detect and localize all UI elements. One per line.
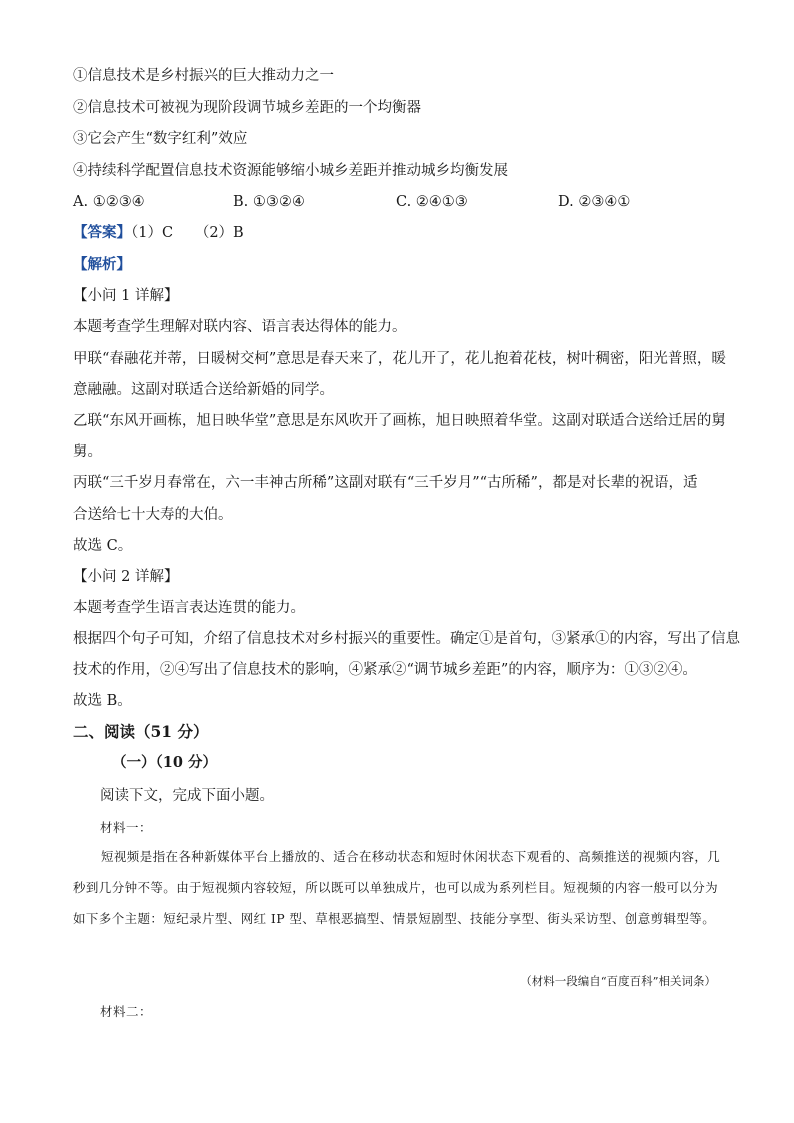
q2-body-line-2: 技术的作用，②④写出了信息技术的影响，④紧承②“调节城乡差距”的内容，顺序为：①③②④。 <box>73 662 697 678</box>
sentence-3: ③它会产生“数字红利”效应 <box>73 131 248 147</box>
q2-conclusion: 故选 B。 <box>73 693 132 709</box>
q1-jia-line-2: 意融融。这副对联适合送给新婚的同学。 <box>73 382 334 398</box>
answer-text: （1）C （2）B <box>131 225 244 241</box>
sentence-4: ④持续科学配置信息技术资源能够缩小城乡差距并推动城乡均衡发展 <box>73 163 508 179</box>
q1-jia-line-1: 甲联“春融花并蒂，日暖树交柯”意思是春天来了，花儿开了，花儿抱着花枝，树叶稠密，阳光普照，暖 <box>73 351 726 367</box>
material1-label: 材料一： <box>100 820 153 835</box>
q1-heading: 【小问 1 详解】 <box>73 288 179 304</box>
q2-heading: 【小问 2 详解】 <box>73 569 179 585</box>
option-d: D. ②③④① <box>558 194 631 210</box>
q2-body-line-1: 根据四个句子可知，介绍了信息技术对乡村振兴的重要性。确定①是首句，③紧承①的内容，写出了信息 <box>73 631 740 647</box>
q1-intro: 本题考查学生理解对联内容、语言表达得体的能力。 <box>73 319 407 335</box>
answer-line <box>73 223 244 243</box>
subsection-title: （一）（10 分） <box>112 754 217 771</box>
q2-intro: 本题考查学生语言表达连贯的能力。 <box>73 600 305 616</box>
option-b: B. ①③②④ <box>233 194 305 210</box>
sentence-2: ②信息技术可被视为现阶段调节城乡差距的一个均衡器 <box>73 100 421 116</box>
q1-bing-line-2: 合送给七十大寿的大伯。 <box>73 507 233 523</box>
section-title: 二、阅读（51 分） <box>73 722 209 741</box>
q1-yi-line-2: 舅。 <box>73 444 102 460</box>
analysis-tag: 【解析】 <box>73 256 131 273</box>
option-c: C. ②④①③ <box>396 194 468 210</box>
q1-conclusion: 故选 C。 <box>73 538 133 554</box>
answer-tag: 【答案】 <box>73 224 131 241</box>
q1-bing-line-1: 丙联“三千岁月春常在，六一丰神古所稀”这副对联有“三千岁月”“古所稀”，都是对长辈的祝语，适 <box>73 475 698 491</box>
material1-text: 短视频是指在各种新媒体平台上播放的、适合在移动状态和短时休闲状态下观看的、高频推送的视频内容，几秒到几分钟不等。由于短视频内容较短，所以既可以单独成片，也可以成为系列栏目。短视频的内容一般可以分为如下多个主题：短纪录片型、网红 IP 型、草根恶搞型、情景短剧型、技能分享型、街头采访型、创意剪辑型等。 <box>73 849 721 926</box>
material1-source: （材料一段编自“百度百科”相关词条） <box>520 974 716 988</box>
material2-label: 材料二： <box>100 1004 153 1019</box>
sentence-1: ①信息技术是乡村振兴的巨大推动力之一 <box>73 68 334 84</box>
q1-yi-line-1: 乙联“东风开画栋，旭日映华堂”意思是东风吹开了画栋，旭日映照着华堂。这副对联适合送给迁居的舅 <box>73 413 726 429</box>
option-a: A. ①②③④ <box>73 194 145 210</box>
reading-instruction: 阅读下文，完成下面小题。 <box>100 788 274 804</box>
